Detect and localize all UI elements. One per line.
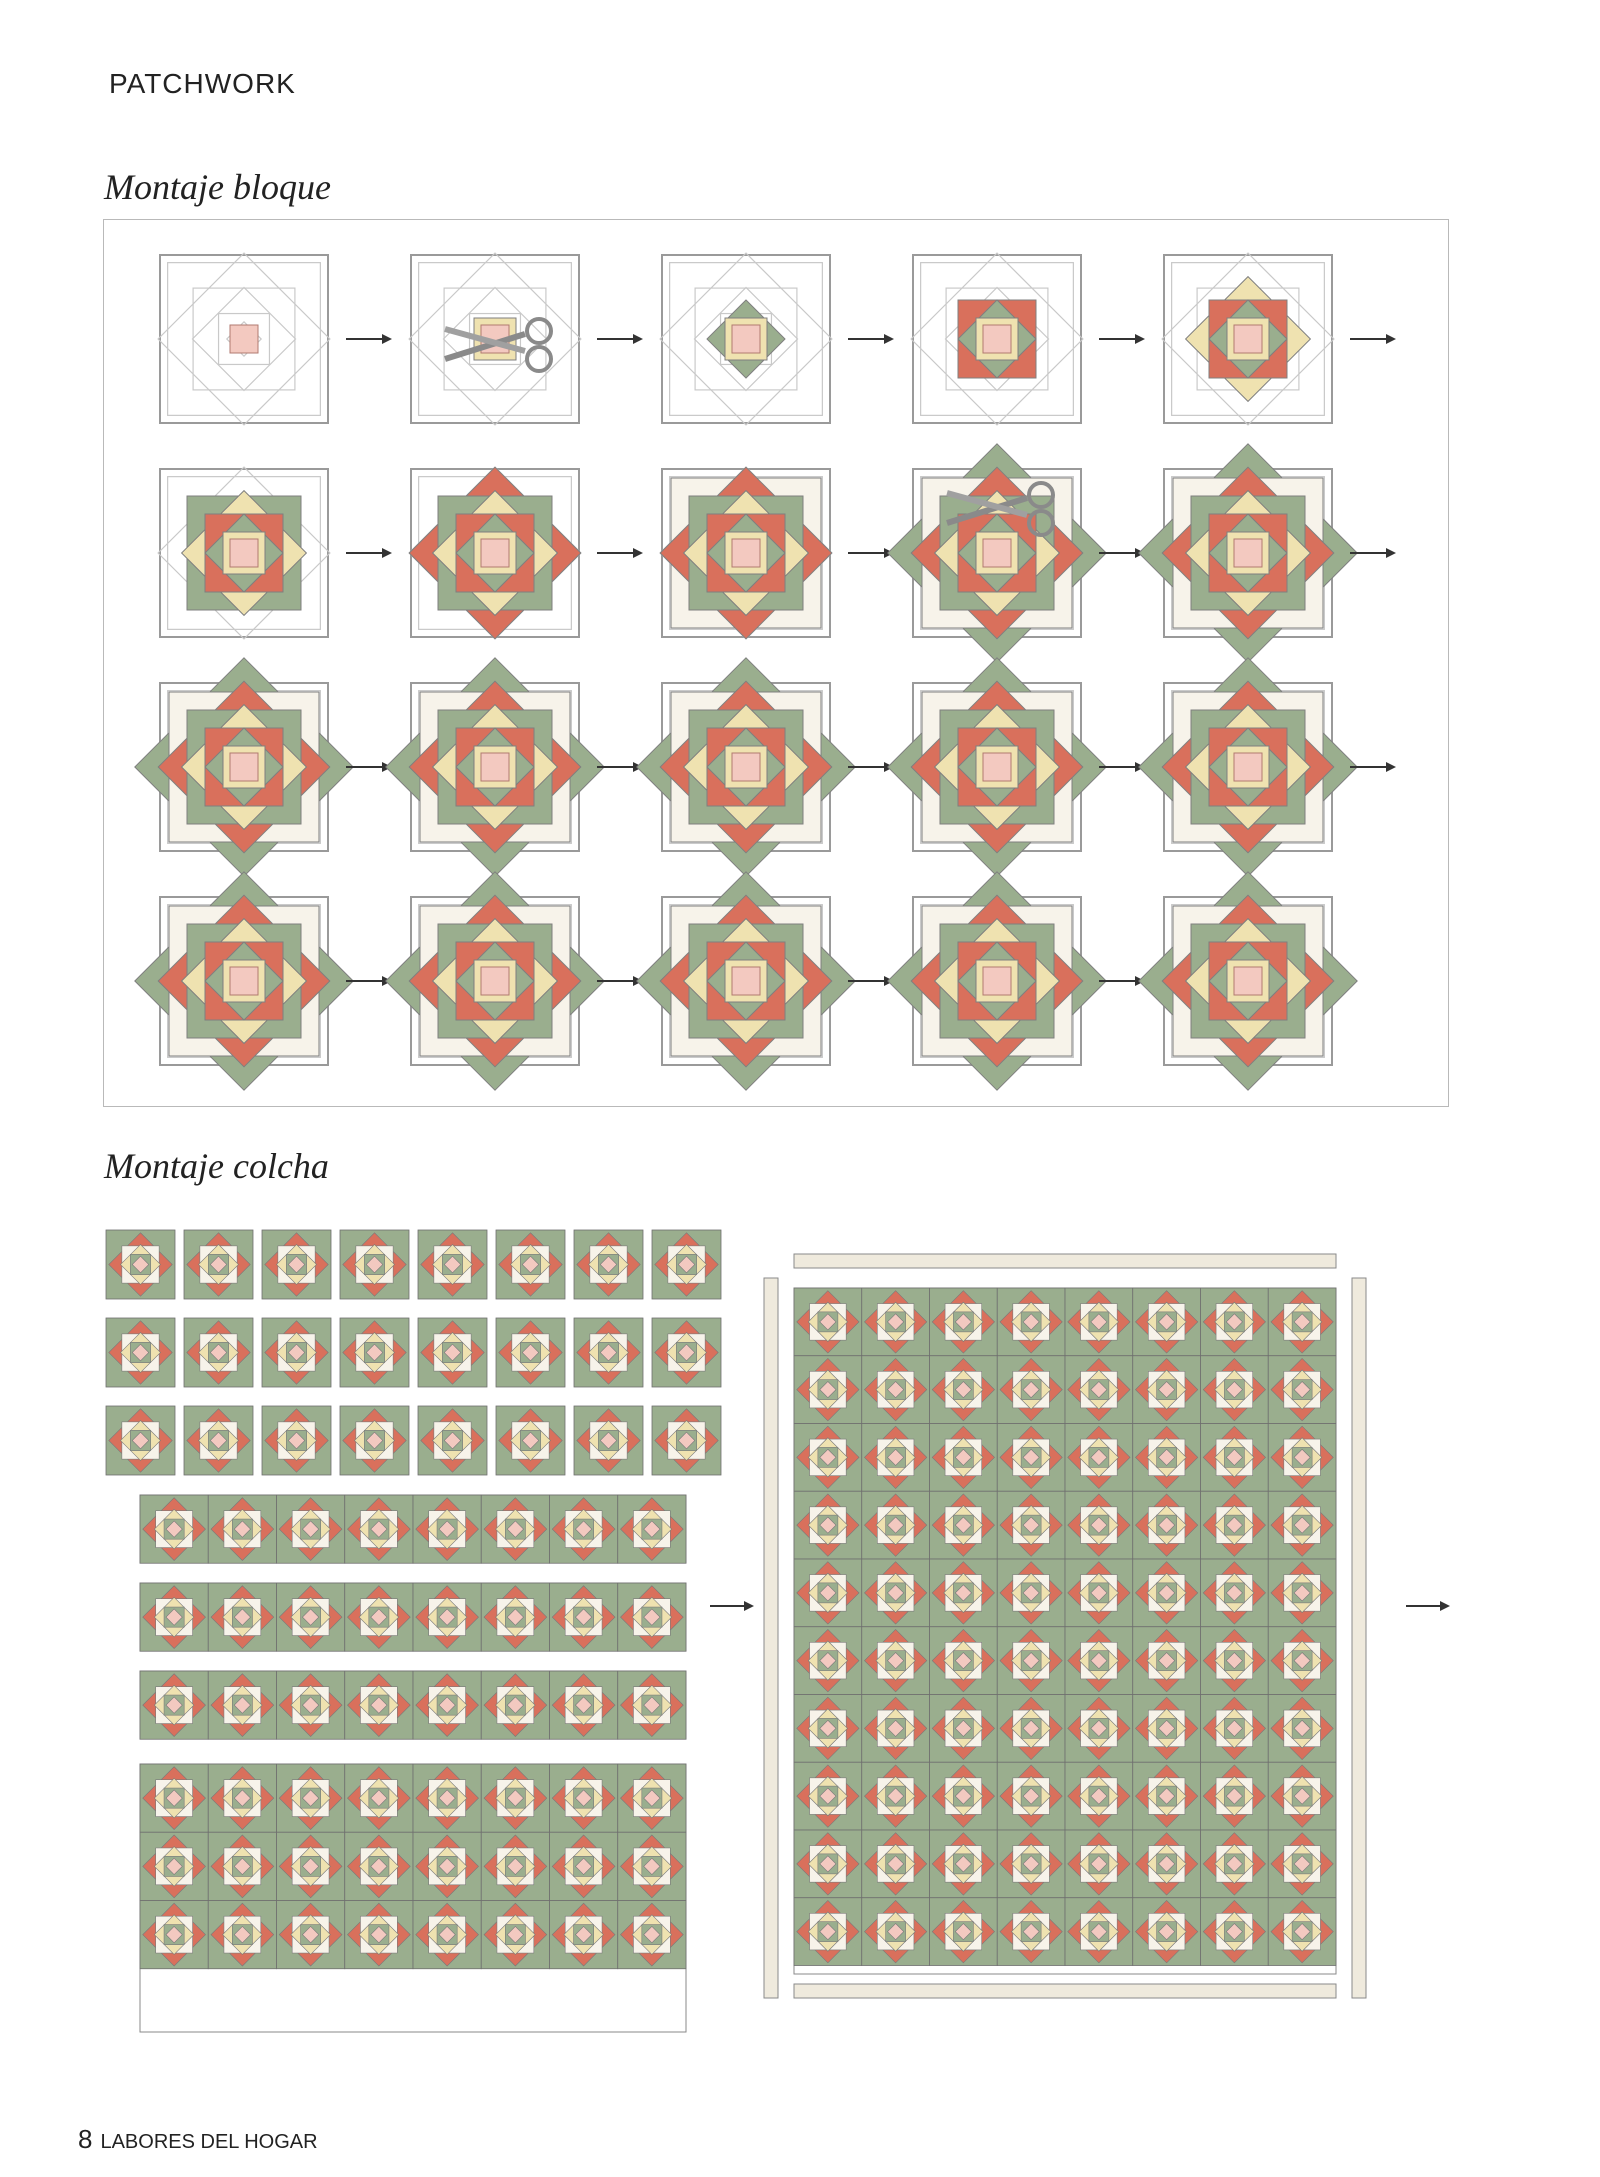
quilt-block <box>997 1695 1065 1763</box>
quilt-block <box>481 1583 549 1651</box>
quilt-block <box>930 1695 998 1763</box>
quilt-block <box>550 1764 618 1832</box>
quilt-row-strip <box>140 1671 686 1739</box>
quilt-block <box>1201 1424 1269 1492</box>
quilt-block <box>106 1318 175 1387</box>
block-step <box>386 872 604 1090</box>
step-arrow <box>1350 548 1396 558</box>
quilt-block <box>1268 1898 1336 1966</box>
block-step <box>888 872 1106 1090</box>
block-step <box>409 253 581 425</box>
quilt-block <box>140 1671 208 1739</box>
quilt-block <box>208 1901 276 1969</box>
quilt-block <box>1065 1288 1133 1356</box>
quilt-block <box>208 1832 276 1900</box>
quilt-block <box>1065 1424 1133 1492</box>
quilt-block <box>618 1901 686 1969</box>
quilt-block <box>1201 1356 1269 1424</box>
quilt-block <box>862 1695 930 1763</box>
step-arrow <box>597 334 643 344</box>
quilt-block <box>1268 1695 1336 1763</box>
quilt-block <box>277 1583 345 1651</box>
block-step <box>135 658 353 876</box>
quilt-block <box>652 1230 721 1299</box>
quilt-block <box>418 1318 487 1387</box>
quilt-block <box>574 1230 643 1299</box>
block-step <box>1139 444 1357 662</box>
quilt-block <box>262 1406 331 1475</box>
quilt-block <box>1268 1424 1336 1492</box>
border-strip-top <box>794 1254 1336 1268</box>
quilt-block <box>550 1583 618 1651</box>
quilt-block <box>208 1671 276 1739</box>
quilt-block <box>997 1898 1065 1966</box>
quilt-block <box>652 1318 721 1387</box>
quilt-block <box>1201 1627 1269 1695</box>
quilt-block <box>794 1424 862 1492</box>
quilt-block <box>277 1832 345 1900</box>
quilt-block <box>1268 1356 1336 1424</box>
quilt-block <box>496 1318 565 1387</box>
quilt-block <box>481 1495 549 1563</box>
quilt-block <box>1065 1830 1133 1898</box>
quilt-block <box>1065 1627 1133 1695</box>
block-step <box>135 872 353 1090</box>
quilt-block <box>345 1901 413 1969</box>
quilt-block <box>340 1318 409 1387</box>
quilt-block <box>794 1559 862 1627</box>
quilt-block <box>997 1559 1065 1627</box>
quilt-block <box>1065 1491 1133 1559</box>
quilt-block <box>140 1583 208 1651</box>
quilt-block <box>550 1671 618 1739</box>
quilt-block <box>794 1627 862 1695</box>
block-assembly-diagram <box>103 219 1449 1107</box>
quilt-block <box>208 1764 276 1832</box>
block-step <box>888 658 1106 876</box>
quilt-block <box>1065 1356 1133 1424</box>
quilt-block <box>997 1491 1065 1559</box>
joined-rows <box>140 1764 686 2032</box>
step-arrow <box>1350 334 1396 344</box>
quilt-top <box>794 1288 1336 1974</box>
quilt-block <box>550 1832 618 1900</box>
quilt-block <box>277 1901 345 1969</box>
quilt-block <box>481 1764 549 1832</box>
quilt-assembly-heading: Montaje colcha <box>104 1146 329 1186</box>
quilt-block <box>862 1627 930 1695</box>
quilt-block <box>1201 1559 1269 1627</box>
quilt-block <box>262 1230 331 1299</box>
quilt-block <box>1133 1424 1201 1492</box>
quilt-block <box>1065 1898 1133 1966</box>
quilt-block <box>1133 1491 1201 1559</box>
quilt-block <box>413 1495 481 1563</box>
quilt-block <box>1201 1288 1269 1356</box>
publication-name: LABORES DEL HOGAR <box>100 2131 318 2153</box>
quilt-block <box>140 1495 208 1563</box>
quilt-block <box>184 1406 253 1475</box>
block-step <box>660 253 832 425</box>
quilt-block <box>345 1583 413 1651</box>
quilt-block <box>140 1764 208 1832</box>
quilt-block <box>345 1832 413 1900</box>
quilt-block <box>794 1695 862 1763</box>
quilt-block <box>418 1230 487 1299</box>
step-arrow <box>597 548 643 558</box>
block-step <box>409 467 581 639</box>
block-assembly-heading: Montaje bloque <box>104 167 331 207</box>
quilt-block <box>496 1230 565 1299</box>
quilt-block <box>140 1832 208 1900</box>
quilt-block <box>262 1318 331 1387</box>
quilt-block <box>1065 1695 1133 1763</box>
quilt-block <box>1268 1830 1336 1898</box>
quilt-row-strip <box>140 1583 686 1651</box>
step-arrow <box>1350 762 1396 772</box>
section-label: PATCHWORK <box>109 68 296 99</box>
page-number: 8 <box>78 2124 93 2154</box>
quilt-block <box>1133 1559 1201 1627</box>
quilt-block <box>794 1491 862 1559</box>
quilt-block <box>930 1424 998 1492</box>
quilt-block <box>1268 1762 1336 1830</box>
quilt-block <box>618 1764 686 1832</box>
quilt-block <box>1201 1491 1269 1559</box>
quilt-block <box>140 1901 208 1969</box>
quilt-block <box>930 1627 998 1695</box>
quilt-block <box>930 1288 998 1356</box>
block-step <box>911 253 1083 425</box>
quilt-block <box>618 1495 686 1563</box>
quilt-block <box>618 1671 686 1739</box>
quilt-block <box>997 1830 1065 1898</box>
quilt-block <box>1201 1898 1269 1966</box>
quilt-block <box>1133 1898 1201 1966</box>
quilt-block <box>1268 1559 1336 1627</box>
quilt-block <box>794 1830 862 1898</box>
quilt-block <box>345 1495 413 1563</box>
quilt-block <box>930 1356 998 1424</box>
quilt-block <box>930 1898 998 1966</box>
quilt-block <box>277 1671 345 1739</box>
quilt-block <box>413 1583 481 1651</box>
quilt-block <box>481 1832 549 1900</box>
quilt-block <box>1133 1288 1201 1356</box>
quilt-block <box>930 1830 998 1898</box>
quilt-block <box>1201 1762 1269 1830</box>
quilt-block <box>418 1406 487 1475</box>
quilt-block <box>862 1424 930 1492</box>
quilt-block <box>618 1583 686 1651</box>
quilt-block <box>652 1406 721 1475</box>
quilt-block <box>106 1230 175 1299</box>
step-arrow <box>848 334 894 344</box>
step-arrow <box>1406 1601 1450 1611</box>
quilt-block <box>277 1495 345 1563</box>
step-arrow <box>346 548 392 558</box>
block-step <box>888 444 1106 662</box>
quilt-block <box>413 1671 481 1739</box>
quilt-block <box>413 1764 481 1832</box>
step-arrow <box>346 334 392 344</box>
quilt-block <box>208 1583 276 1651</box>
quilt-block <box>340 1406 409 1475</box>
quilt-block <box>997 1424 1065 1492</box>
block-step <box>637 872 855 1090</box>
quilt-block <box>413 1901 481 1969</box>
quilt-block <box>1133 1695 1201 1763</box>
border-strip-bottom <box>794 1984 1336 1998</box>
block-step <box>1139 872 1357 1090</box>
quilt-block <box>208 1495 276 1563</box>
quilt-block <box>340 1230 409 1299</box>
page-footer <box>78 2124 318 2155</box>
quilt-block <box>1133 1762 1201 1830</box>
quilt-block <box>1268 1288 1336 1356</box>
quilt-block <box>997 1288 1065 1356</box>
quilt-block <box>862 1356 930 1424</box>
quilt-block <box>862 1491 930 1559</box>
quilt-block <box>862 1559 930 1627</box>
quilt-block <box>481 1901 549 1969</box>
block-step <box>637 658 855 876</box>
quilt-block <box>481 1671 549 1739</box>
quilt-block <box>1133 1830 1201 1898</box>
quilt-block <box>184 1318 253 1387</box>
quilt-block <box>930 1491 998 1559</box>
quilt-block <box>1201 1695 1269 1763</box>
quilt-block <box>277 1764 345 1832</box>
quilt-block <box>930 1559 998 1627</box>
quilt-block <box>794 1762 862 1830</box>
quilt-block <box>574 1318 643 1387</box>
quilt-block <box>997 1356 1065 1424</box>
quilt-block <box>1065 1762 1133 1830</box>
quilt-block <box>345 1764 413 1832</box>
block-step <box>386 658 604 876</box>
quilt-block <box>1201 1830 1269 1898</box>
block-step <box>660 467 832 639</box>
quilt-block <box>1133 1356 1201 1424</box>
quilt-block <box>496 1406 565 1475</box>
quilt-block <box>794 1898 862 1966</box>
border-strip-left <box>764 1278 778 1998</box>
quilt-block <box>413 1832 481 1900</box>
block-step <box>1162 253 1334 425</box>
quilt-block <box>794 1288 862 1356</box>
quilt-block <box>794 1356 862 1424</box>
quilt-block <box>550 1901 618 1969</box>
quilt-row-strip <box>140 1495 686 1563</box>
quilt-block <box>345 1671 413 1739</box>
quilt-block <box>930 1762 998 1830</box>
quilt-block <box>862 1762 930 1830</box>
quilt-block <box>574 1406 643 1475</box>
quilt-block <box>550 1495 618 1563</box>
quilt-assembly-diagram <box>100 1222 1600 2052</box>
quilt-block <box>184 1230 253 1299</box>
block-step <box>158 253 330 425</box>
block-step <box>158 467 330 639</box>
quilt-block <box>618 1832 686 1900</box>
quilt-block <box>1268 1491 1336 1559</box>
quilt-block <box>997 1762 1065 1830</box>
quilt-block <box>997 1627 1065 1695</box>
quilt-block <box>1133 1627 1201 1695</box>
block-step <box>1139 658 1357 876</box>
quilt-block <box>1065 1559 1133 1627</box>
quilt-block <box>862 1288 930 1356</box>
quilt-block <box>862 1830 930 1898</box>
step-arrow <box>710 1601 754 1611</box>
quilt-block <box>862 1898 930 1966</box>
quilt-block <box>1268 1627 1336 1695</box>
step-arrow <box>1099 334 1145 344</box>
border-strip-right <box>1352 1278 1366 1998</box>
quilt-block <box>106 1406 175 1475</box>
